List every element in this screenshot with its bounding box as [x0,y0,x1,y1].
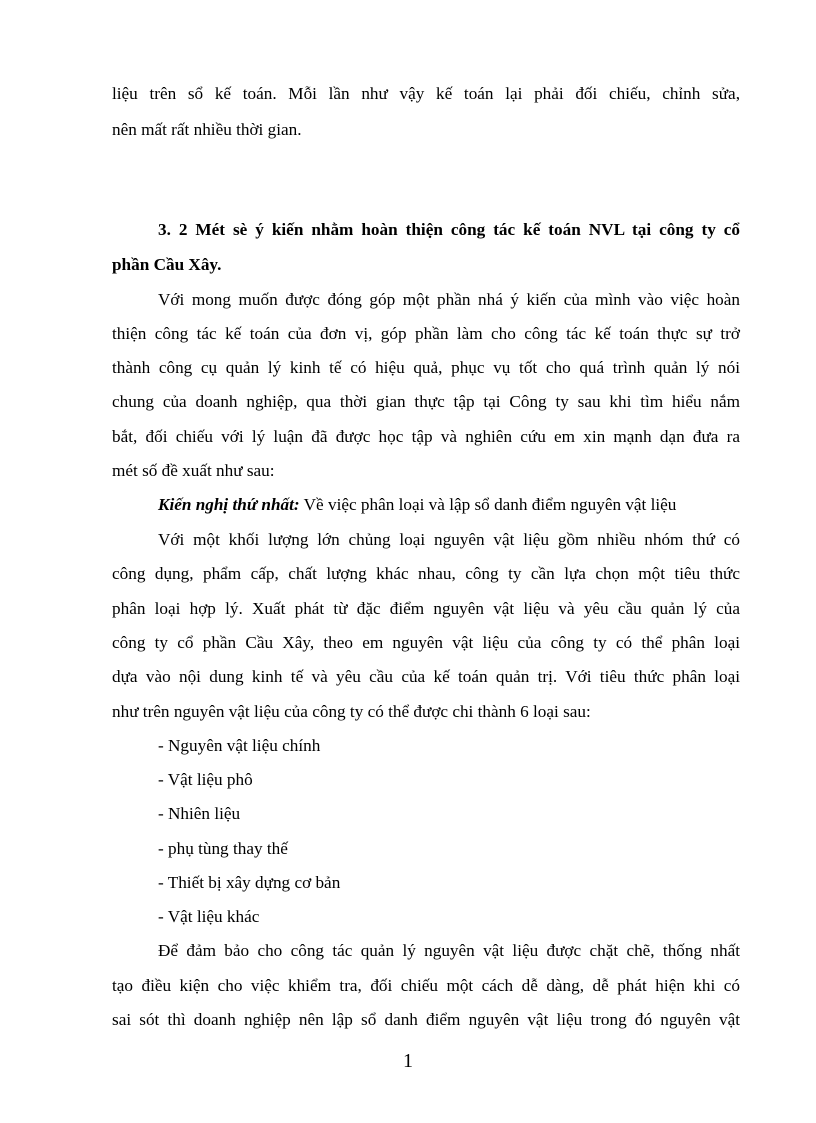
paragraph-line: sai sót thì doanh nghiệp nên lập sổ danh điểm nguyên vật liệu trong đó nguyên vật [112,1010,740,1029]
paragraph-line: công ty cổ phần Cầu Xây, theo em nguyên vật liệu của công ty có thể phân loại [112,633,740,652]
paragraph-line: chung của doanh nghiệp, qua thời gian thực tập tại Công ty sau khi tìm hiểu nắm [112,392,740,411]
paragraph-line: Để đảm bảo cho công tác quản lý nguyên vật liệu được chặt chẽ, thống nhất [158,941,740,960]
list-item: - phụ tùng thay thế [158,839,288,858]
list-item: - Nhiên liệu [158,804,241,823]
paragraph-line: Với một khối lượng lớn chủng loại nguyên vật liệu gồm nhiều nhóm thứ có [158,530,740,549]
paragraph-line: công dụng, phẩm cấp, chất lượng khác nhau, công ty cần lựa chọn một tiêu thức [112,564,740,583]
paragraph-line: thành công cụ quản lý kinh tế có hiệu quả, phục vụ tốt cho quá trình quản lý nói [112,358,740,377]
paragraph-line: phân loại hợp lý. Xuất phát từ đặc điểm nguyên vật liệu và yêu cầu quản lý của [112,599,740,618]
paragraph-line: tạo điều kiện cho việc khiểm tra, đối chiếu một cách dễ dàng, dễ phát hiện khi có [112,976,740,995]
section-heading-line: phần Cầu Xây. [112,255,222,274]
paragraph-line: liệu trên sổ kế toán. Mỗi lần như vậy kế toán lại phải đối chiếu, chỉnh sửa, [112,84,740,103]
paragraph-line: bắt, đối chiếu với lý luận đã được học tập và nghiên cứu em xin mạnh dạn đưa ra [112,427,740,446]
list-item: - Nguyên vật liệu chính [158,736,321,755]
paragraph-line: như trên nguyên vật liệu của công ty có thể được chi thành 6 loại sau: [112,702,591,721]
list-item: - Vật liệu phô [158,770,253,789]
list-item: - Vật liệu khác [158,907,260,926]
paragraph-line: nên mất rất nhiều thời gian. [112,120,302,139]
section-heading-line: 3. 2 Mét sè ý kiến nhằm hoàn thiện công tác kế toán NVL tại công ty cổ [158,220,740,239]
paragraph-line: dựa vào nội dung kinh tế và yêu cầu của kế toán quản trị. Với tiêu thức phân loại [112,667,740,686]
recommendation-label: Kiến nghị thứ nhất: [158,495,300,514]
paragraph-line: Với mong muốn được đóng góp một phần nhá ý kiến của mình vào việc hoàn [158,290,740,309]
page-number: 1 [403,1050,413,1072]
paragraph-line: mét số đề xuất như sau: [112,461,275,480]
paragraph-line: thiện công tác kế toán của đơn vị, góp phần làm cho công tác kế toán thực sự trở [112,324,740,343]
recommendation-line [158,495,740,515]
list-item: - Thiết bị xây dựng cơ bản [158,873,341,892]
recommendation-text: Về việc phân loại và lập sổ danh điểm nguyên vật liệu [299,495,677,514]
